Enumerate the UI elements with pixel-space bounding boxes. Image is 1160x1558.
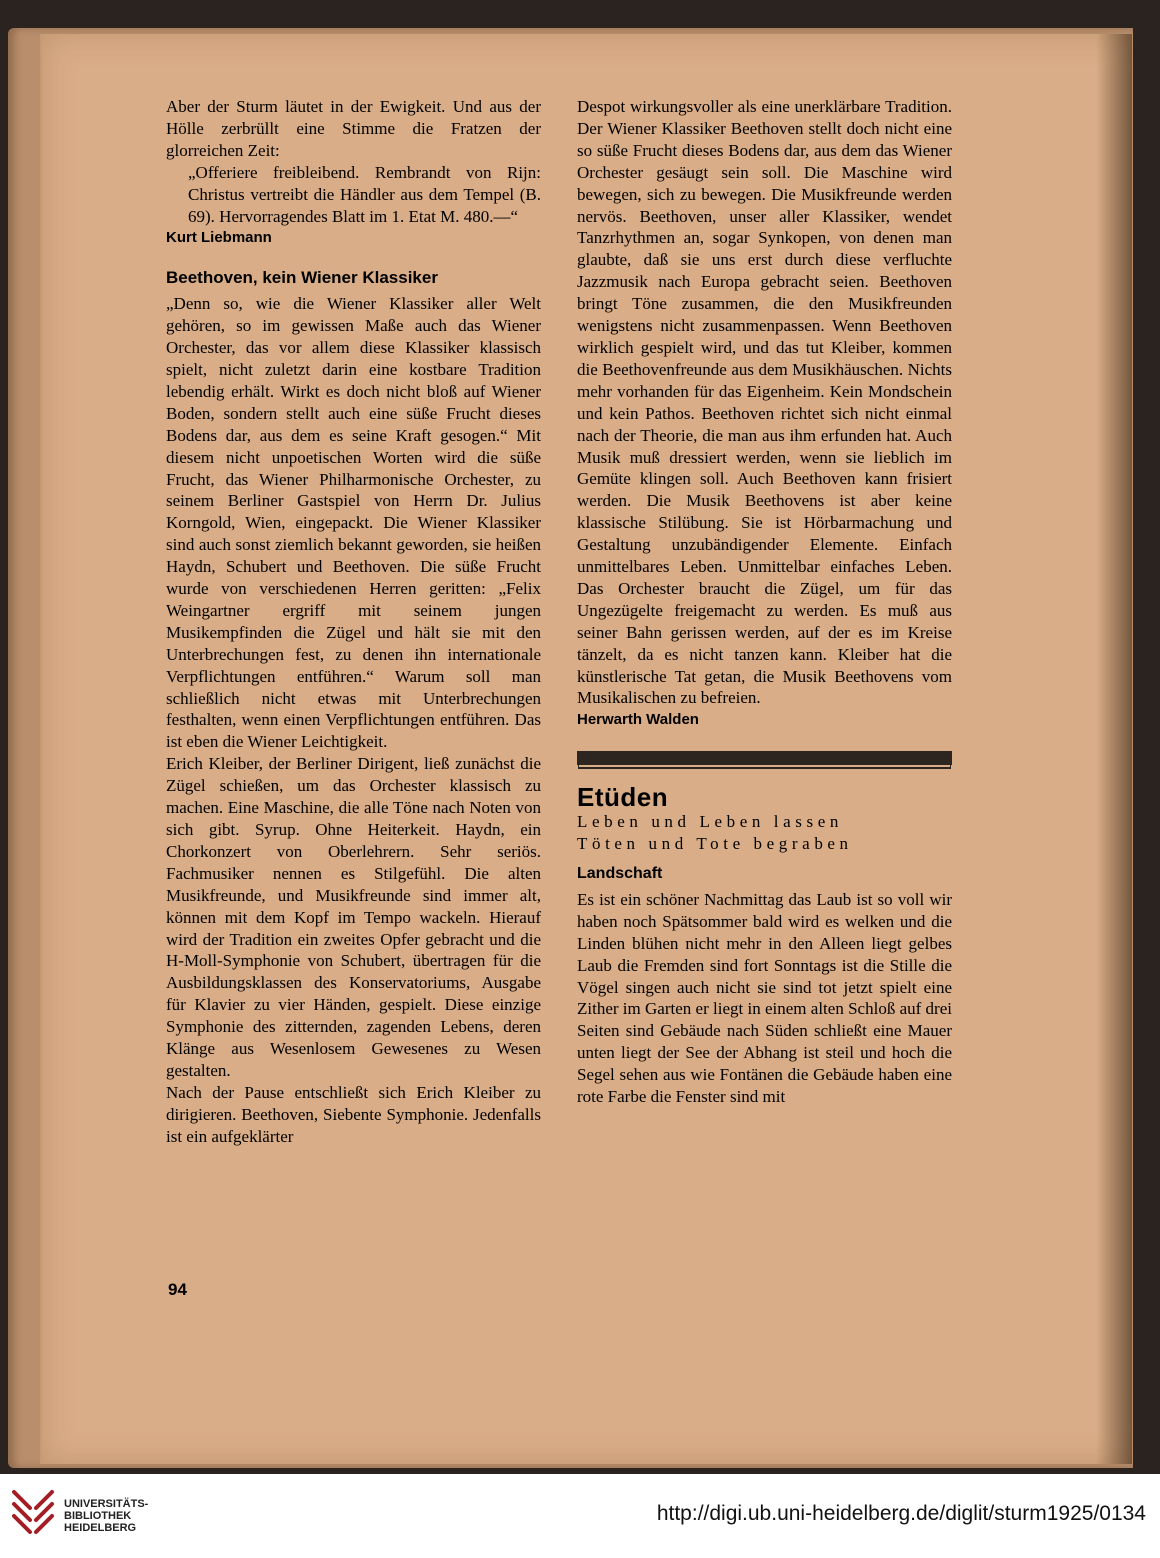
- article-heading: Beethoven, kein Wiener Klassiker: [166, 268, 438, 288]
- opening-text: Aber der Sturm läutet in der Ewigkeit. Und aus der Hölle zerbrüllt eine Stimme die Fratzen der glorreichen Zeit:: [166, 97, 541, 160]
- subtitle-line: Leben und Leben lassen: [577, 812, 843, 832]
- library-name-line: BIBLIOTHEK: [64, 1510, 132, 1522]
- library-name: [64, 1498, 148, 1534]
- landscape-text: Es ist ein schöner Nachmittag das Laub ist so voll wir haben noch Spätsommer bald wird es welken und die Linden blühen nicht mehr in den Alleen liegt gelbes Laub die Fremden sind fort Sonntags ist die Stille die Vögel singen auch nicht sie sind tot jetzt spielt eine Zither im Garten er liegt in einem alten Schloß auf drei Seiten sind Gebäude nach Süden schließt eine Mauer unten liegt der See der Abhang ist steil und hoch die Segel sehen aus wie Fontänen die Gebäude haben eine rote Farbe die Fenster sind mit: [577, 889, 952, 1107]
- book-gutter: [1096, 34, 1132, 1464]
- right-column: [577, 96, 952, 1108]
- author-kurt-liebmann: Kurt Liebmann: [166, 229, 272, 247]
- source-url-link[interactable]: http://digi.ub.uni-heidelberg.de/diglit/sturm1925/0134: [656, 1502, 1146, 1525]
- paragraph: Nach der Pause entschließt sich Erich Kleiber zu dirigieren. Beethoven, Siebente Symphonie. Jedenfalls ist ein aufgeklärter: [166, 1082, 541, 1146]
- quote-text: „Offeriere freibleibend. Rembrandt von Rijn: Christus vertreibt die Händler aus dem Tempel (B. 69). Hervorragendes Blatt im 1. Etat M. 480.—“: [188, 162, 541, 226]
- left-column: [166, 96, 541, 1148]
- digitization-footer: [0, 1474, 1160, 1558]
- section-title-etueden: Etüden: [577, 782, 669, 813]
- author-herwarth-walden: Herwarth Walden: [577, 711, 699, 729]
- paragraph: Erich Kleiber, der Berliner Dirigent, ließ zunächst die Zügel schießen, um das Orchester klassisch zu machen. Eine Maschine, die alle Töne nach Noten von sich gibt. Syrup. Ohne Heiterkeit. Haydn, ein Chorkonzert von Oberlehrern. Sehr seriös. Fachmusiker nennen es Stilgefühl. Die alten Musikfreunde, und Musikfreunde sind immer alt, können mit dem Kopf im Tempo wackeln. Hierauf wird der Tradition ein zweites Opfer gebracht und die H-Moll-Symphonie von Schubert, übertragen für die Ausbildungsklassen des Konservatoriums, Ausgabe für Klavier zu vier Händen, gespielt. Diese einzige Symphonie des zitternden, zagenden Lebens, deren Klänge aus Wesenlosem Gewesenes zu Wesen gestalten.: [166, 754, 541, 1080]
- library-name-line: UNIVERSITÄTS-: [64, 1498, 149, 1510]
- paragraph: „Denn so, wie die Wiener Klassiker aller Welt gehören, so im gewissen Maße auch das Wiener Orchester, das vor allem diese Klassiker klassisch spielt, nicht zuletzt darin eine kostbare Tradition lebendig erhält. Wirkt es doch nicht bloß auf Wiener Boden, sondern stellt auch eine süße Frucht dieses Bodens dar, aus dem es seine Kraft gesogen.“ Mit diesem nicht unpoetischen Worten wird die süße Frucht, das Wiener Philharmonische Orchester, zu seinem Berliner Gastspiel von Herrn Dr. Julius Korngold, Wien, eingepackt. Die Wiener Klassiker sind auch sonst ziemlich bekannt geworden, sie heißen Haydn, Schubert und Beethoven. Die süße Frucht wurde von verschiedenen Herren geritten: „Felix Weingartner ergriff mit seinem jungen Musikempfinden die Zügel und hält sie mit den Unterbrechungen fest, zu denen ihn internationale Verpflichtungen entführen.“ Warum soll man schließlich nicht etwas mit Unterbrechungen festhalten, wenn einen Verpflichtungen entführen. Das ist eben die Wiener Leichtigkeit.: [166, 294, 541, 752]
- section-divider-rule: [577, 751, 952, 765]
- subtitle-line: Töten und Tote begraben: [577, 834, 853, 854]
- sub-heading-landschaft: Landschaft: [577, 865, 663, 882]
- university-seal-icon: [8, 1484, 58, 1544]
- library-name-line: HEIDELBERG: [64, 1522, 137, 1534]
- continuation-text: Despot wirkungsvoller als eine unerklärbare Tradition. Der Wiener Klassiker Beethoven stellt doch nicht eine so süße Frucht dieses Bodens dar, aus dem das Wiener Orchester gesäugt sein soll. Die Maschine wird bewegen, sich zu bewegen. Die Musikfreunde werden nervös. Beethoven, unser aller Klassiker, wendet Tanzrhythmen an, sogar Synkopen, von denen man glaubte, daß sie uns erst durch diese verfluchte Jazzmusik nach Europa gebracht seien. Beethoven bringt Töne zusammen, die den Musikfreunden wenigstens nicht zusammenpassen. Wenn Beethoven wirklich gespielt wird, und das tut Kleiber, kommen die Beethovenfreunde aus dem Musikhäuschen. Nichts mehr vorhanden für das Eigenheim. Kein Mondschein und kein Pathos. Beethoven richtet sich nicht einmal nach der Theorie, die man aus ihm erfunden hat. Auch Musik muß dressiert werden, wenn sie lieblich im Gemüte klingen soll. Auch Beethoven kann frisiert werden. Die Musik Beethovens ist aber keine klassische Stilübung. Sie ist Hörbarmachung und Gestaltung unzubändigender Elemente. Einfach unmittelbares Leben. Unmittelbar einfaches Leben. Das Orchester braucht die Zügel, um für das Ungezügelte freigemacht zu werden. Es muß aus seiner Bahn gerissen werden, auf der es im Kreise tänzelt, da es nicht tanzen kann. Kleiber hat die künstlerische Tat getan, die Musik Beethovens vom Musikalischen zu befreien.: [577, 97, 952, 708]
- page-number: 94: [168, 1280, 187, 1299]
